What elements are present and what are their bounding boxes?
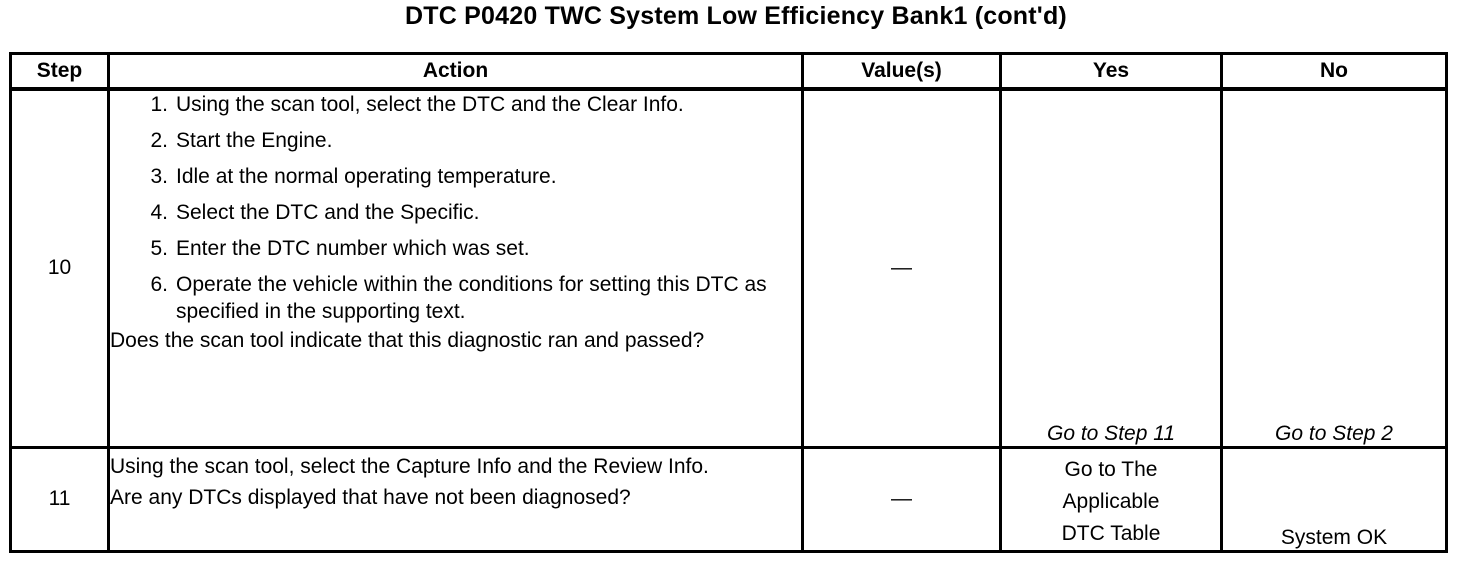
column-header-no: No bbox=[1222, 54, 1447, 90]
yes-result-line: Applicable bbox=[1062, 489, 1160, 513]
action-step: 4. Select the DTC and the Specific. bbox=[150, 201, 480, 224]
column-header-values: Value(s) bbox=[803, 54, 1001, 90]
action-step: 2. Start the Engine. bbox=[150, 129, 333, 152]
action-step: 3. Idle at the normal operating temperature. bbox=[150, 165, 557, 188]
column-header-step: Step bbox=[11, 54, 109, 90]
yes-result: Go to Step 11 bbox=[1001, 89, 1222, 447]
step-number: 11 bbox=[11, 447, 109, 551]
action-step: 5. Enter the DTC number which was set. bbox=[150, 237, 530, 260]
diagnostic-question: Are any DTCs displayed that have not been diagnosed? bbox=[110, 485, 631, 509]
step-number: 10 bbox=[11, 89, 109, 447]
action-cell bbox=[109, 447, 803, 551]
action-instruction: Using the scan tool, select the Capture Info and the Review Info. bbox=[110, 454, 709, 478]
table-row-step-11 bbox=[11, 447, 1447, 551]
table-row-step-10 bbox=[11, 89, 1447, 447]
yes-result bbox=[1001, 447, 1222, 551]
page-title: DTC P0420 TWC System Low Efficiency Bank1 (cont'd) bbox=[405, 2, 1067, 30]
no-result: System OK bbox=[1222, 447, 1447, 551]
table-header-row bbox=[11, 54, 1447, 90]
value-cell: — bbox=[803, 447, 1001, 551]
yes-result-line: Go to The bbox=[1064, 457, 1158, 481]
diagnostic-table bbox=[9, 52, 1448, 553]
action-step: 1. Using the scan tool, select the DTC and the Clear Info. bbox=[150, 93, 684, 116]
action-cell bbox=[109, 89, 803, 447]
diagnostic-question: Does the scan tool indicate that this diagnostic ran and passed? bbox=[110, 329, 705, 352]
action-steps-list bbox=[110, 91, 801, 325]
value-cell: — bbox=[803, 89, 1001, 447]
no-result: Go to Step 2 bbox=[1222, 89, 1447, 447]
column-header-action: Action bbox=[109, 54, 803, 90]
action-step: 6. Operate the vehicle within the conditions for setting this DTC as specified in the supporting text. bbox=[150, 273, 767, 323]
column-header-yes: Yes bbox=[1001, 54, 1222, 90]
yes-result-line: DTC Table bbox=[1061, 521, 1161, 545]
